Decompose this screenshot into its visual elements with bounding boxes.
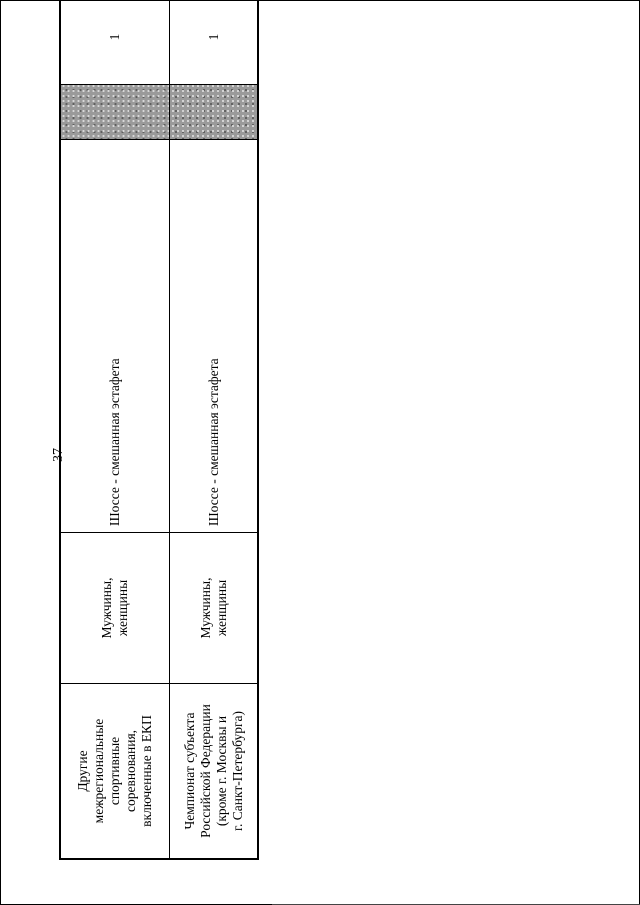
gender-cell	[170, 533, 258, 684]
gender-line: женщины	[115, 579, 131, 637]
event-line: Чемпионат субъекта	[181, 712, 197, 830]
table-row	[60, 0, 170, 859]
event-line: соревнования,	[123, 729, 139, 813]
page-number: 37	[51, 448, 66, 462]
gender-line: женщины	[213, 579, 229, 637]
event-cell	[60, 684, 170, 860]
event-line: включенные в ЕКП	[139, 715, 155, 827]
gender-cell	[60, 533, 170, 684]
value-cell: 1	[60, 0, 170, 85]
shaded-cell	[170, 85, 258, 140]
discipline-cell: Шоссе - смешанная эстафета	[60, 140, 170, 533]
gender-line: Мужчины,	[99, 577, 115, 639]
gender-line: Мужчины,	[197, 577, 213, 639]
event-line: Другие	[75, 750, 91, 792]
discipline-cell: Шоссе - смешанная эстафета	[170, 140, 258, 533]
event-line: межрегиональные	[91, 718, 107, 824]
event-line: Российской Федерации	[197, 704, 213, 838]
rotated-table-container	[59, 33, 259, 860]
table-row	[170, 0, 258, 859]
event-line: г. Санкт-Петербурга)	[229, 710, 245, 832]
competition-table	[59, 0, 259, 860]
shaded-cell	[60, 85, 170, 140]
value-cell: 1	[170, 0, 258, 85]
event-line: (кроме г. Москвы и	[213, 715, 229, 827]
event-cell	[170, 684, 258, 860]
event-line: спортивные	[107, 736, 123, 806]
